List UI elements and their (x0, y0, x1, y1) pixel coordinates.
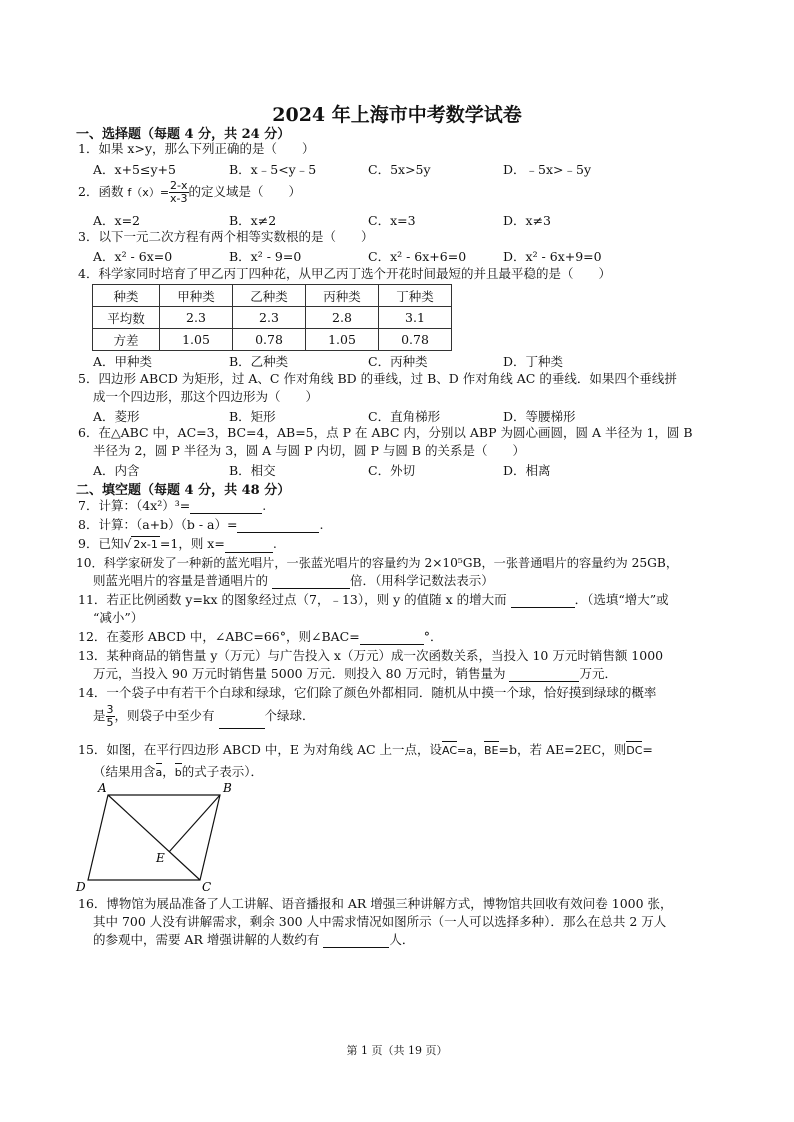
q2-fraction (169, 180, 188, 205)
table-cell: 2.3 (233, 307, 306, 329)
q8-answer-blank[interactable] (237, 520, 319, 533)
question-6-line-1: 6．在△ABC 中，AC=3，BC=4，AB=5，点 P 在 ABC 内，分别以 ABP 为圆心画圆，圆 A 半径为 1，圆 B (78, 425, 693, 440)
q10-suffix: 倍．（用科学记数法表示） (350, 573, 494, 588)
question-2-stem (78, 180, 301, 205)
q14-prefix: 是 (93, 708, 106, 723)
question-6-line-2: 半径为 2，圆 P 半径为 3，圆 A 与圆 P 内切，圆 P 与圆 B 的关系是（ ） (93, 443, 526, 458)
q13-text: 万元，当投入 90 万元时销售量 5000 万元．则投入 80 万元时，销售量为 (93, 666, 506, 681)
vector-dc: DC (626, 744, 643, 757)
q9-text: 9．已知 (78, 536, 124, 551)
label-d: D (76, 880, 86, 894)
table-cell: 1.05 (306, 329, 379, 351)
table-cell: 种类 (93, 285, 160, 307)
question-14-line-1: 14．一个袋子中有若干个白球和绿球，它们除了颜色外都相同．随机从中摸一个球，恰好摸到绿球的概率 (78, 685, 657, 700)
page-title: 2024 年上海市中考数学试卷 (272, 104, 522, 126)
vector-b: b (174, 766, 182, 779)
q4-option-a: A．甲种类 (93, 354, 153, 369)
q12-suffix: °． (423, 629, 443, 644)
q2-option-a: A．x=2 (93, 213, 141, 228)
question-7 (78, 498, 266, 514)
table-cell: 0.78 (379, 329, 452, 351)
q9-equation: =1，则 x= (159, 536, 225, 551)
q1-option-a: A．x+5≤y+5 (93, 162, 176, 177)
vector-a: a (155, 766, 163, 779)
q10-text: 则蓝光唱片的容量是普通唱片的 (93, 573, 269, 588)
q7-text: 7．计算：（4x²）³= (78, 498, 191, 513)
q11-answer-blank[interactable] (511, 595, 575, 608)
q5-option-c: C．直角梯形 (368, 409, 441, 424)
q3-option-c: C．x² - 6x+6=0 (368, 249, 467, 264)
q3-option-a: A．x² - 6x=0 (93, 249, 173, 264)
table-cell: 平均数 (93, 307, 160, 329)
q1-option-c: C．5x>5y (368, 162, 431, 177)
table-cell: 乙种类 (233, 285, 306, 307)
q2-denominator: x-3 (170, 192, 188, 205)
table-cell: 甲种类 (160, 285, 233, 307)
q16-suffix: 人． (389, 932, 415, 947)
radical-sign: √ (123, 536, 132, 551)
q2-function: f（x）= (127, 186, 170, 199)
q13-suffix: 万元． (579, 666, 617, 681)
question-11-line-2: “减小”） (93, 610, 144, 625)
question-10-line-1: 10．科学家研发了一种新的蓝光唱片，一张蓝光唱片的容量约为 2×10⁵GB，一张普通唱片的容量约为 25GB， (76, 556, 679, 570)
q2-option-c: C．x=3 (368, 213, 416, 228)
q4-option-b: B．乙种类 (229, 354, 289, 369)
q4-option-d: D．丁种类 (503, 354, 564, 369)
question-12 (78, 629, 443, 645)
q7-period: . (262, 498, 267, 513)
q9-period: . (272, 536, 277, 551)
q12-text: 12．在菱形 ABCD 中，∠ABC=66°，则∠BAC= (78, 629, 360, 644)
label-a: A (98, 781, 107, 795)
vector-be: BE (484, 744, 499, 757)
parallelogram-figure (70, 778, 250, 896)
q11-text: 11．若正比例函数 y=kx 的图象经过点（7，﹣13），则 y 的值随 x 的增大而 (78, 592, 507, 607)
table-row (93, 285, 452, 307)
question-16-line-2: 其中 700 人没有讲解需求，剩余 300 人中需求情况如图所示（一人可以选择多种）．那么在总共 2 万人 (93, 914, 667, 929)
q5-option-b: B．矩形 (229, 409, 276, 424)
question-5-line-2: 成一个四边形，那这个四边形为（ ） (93, 389, 319, 404)
q2-option-d: D．x≠3 (503, 213, 551, 228)
diagonal-ac (108, 795, 200, 880)
q12-answer-blank[interactable] (360, 632, 424, 645)
label-b: B (223, 781, 232, 795)
table-cell: 2.8 (306, 307, 379, 329)
question-15-line-1 (78, 742, 653, 759)
q6-option-a: A．内含 (93, 463, 140, 478)
q15-text: 15．如图，在平行四边形 ABCD 中，E 为对角线 AC 上一点，设 (78, 742, 443, 757)
q13-answer-blank[interactable] (509, 669, 579, 682)
q5-option-d: D．等腰梯形 (503, 409, 576, 424)
q11-suffix: ．（选填“增大”或 (574, 592, 669, 607)
question-14-line-2 (93, 704, 315, 729)
q16-answer-blank[interactable] (323, 935, 389, 948)
question-5-line-1: 5．四边形 ABCD 为矩形，过 A、C 作对角线 BD 的垂线，过 B、D 作对角线 AC 的垂线．如果四个垂线拼 (78, 371, 677, 386)
section-heading-fill-in: 二、填空题（每题 4 分，共 48 分） (76, 483, 291, 498)
table-cell: 丁种类 (379, 285, 452, 307)
table-cell: 丙种类 (306, 285, 379, 307)
table-cell: 0.78 (233, 329, 306, 351)
q2-prefix: 2．函数 (78, 184, 124, 199)
q6-option-d: D．相离 (503, 463, 551, 478)
q1-option-d: D．﹣5x>﹣5y (503, 162, 592, 177)
q14-middle: ，则袋子中至少有 (114, 708, 215, 723)
table-cell: 1.05 (160, 329, 233, 351)
page-footer: 第 1 页（共 19 页） (346, 1044, 448, 1057)
table-row (93, 329, 452, 351)
segment-be (169, 795, 220, 852)
q15-eq3: = (642, 742, 653, 757)
section-heading-choice: 一、选择题（每题 4 分，共 24 分） (76, 127, 291, 142)
q4-option-c: C．丙种类 (368, 354, 428, 369)
question-8 (78, 517, 323, 533)
q14-fraction (106, 704, 115, 729)
q7-answer-blank[interactable] (190, 501, 262, 514)
q1-option-b: B．x﹣5<y﹣5 (229, 162, 317, 177)
question-11-line-1 (78, 592, 669, 608)
q15-eq2: =b，若 AE=2EC，则 (498, 742, 627, 757)
table-cell: 方差 (93, 329, 160, 351)
q5-option-a: A．菱形 (93, 409, 140, 424)
q4-data-table (92, 284, 452, 351)
question-9 (78, 536, 277, 553)
q15-note-prefix: （结果用含 (93, 764, 156, 779)
label-c: C (202, 880, 212, 894)
vector-ac: AC (442, 744, 458, 757)
q9-answer-blank[interactable] (225, 540, 273, 553)
q9-radicand: 2x-1 (133, 538, 158, 551)
table-cell: 2.3 (160, 307, 233, 329)
q3-option-d: D．x² - 6x+9=0 (503, 249, 602, 264)
q16-text: 的参观中，需要 AR 增强讲解的人数约有 (93, 932, 320, 947)
q6-option-c: C．外切 (368, 463, 416, 478)
q15-note-sep: ， (162, 764, 175, 779)
question-16-line-1: 16．博物馆为展品准备了人工讲解、语音播报和 AR 增强三种讲解方式，博物馆共回收有效问卷 1000 张， (78, 896, 673, 911)
label-e: E (156, 851, 165, 865)
q14-denominator: 5 (106, 716, 114, 729)
q8-period: . (319, 517, 324, 532)
q15-note-suffix: 的式子表示）． (181, 764, 264, 779)
question-1-stem: 1．如果 x>y，那么下列正确的是（ ） (78, 141, 315, 156)
q10-answer-blank[interactable] (272, 576, 350, 589)
question-3-stem: 3．以下一元二次方程有两个相等实数根的是（ ） (78, 229, 374, 244)
question-4-stem: 4．科学家同时培育了甲乙丙丁四种花，从甲乙丙丁选个开花时间最短的并且最平稳的是（ ） (78, 266, 611, 281)
q6-option-b: B．相交 (229, 463, 276, 478)
q2-numerator: 2-x (170, 179, 188, 192)
q14-answer-blank[interactable] (219, 716, 265, 729)
q14-numerator: 3 (106, 703, 114, 716)
q15-eq1: =a， (457, 744, 485, 757)
question-10-line-2 (93, 573, 494, 589)
q2-option-b: B．x≠2 (229, 213, 277, 228)
question-13-line-1: 13．某种商品的销售量 y（万元）与广告投入 x（万元）成一次函数关系，当投入 10 万元时销售额 1000 (78, 648, 664, 663)
question-16-line-3 (93, 932, 414, 948)
table-cell: 3.1 (379, 307, 452, 329)
question-13-line-2 (93, 666, 617, 682)
q3-option-b: B．x² - 9=0 (229, 249, 302, 264)
q2-suffix: 的定义域是（ ） (188, 184, 302, 199)
table-row (93, 307, 452, 329)
q8-text: 8．计算：（a+b）（b - a）= (78, 517, 238, 532)
q14-suffix: 个绿球． (264, 708, 315, 723)
